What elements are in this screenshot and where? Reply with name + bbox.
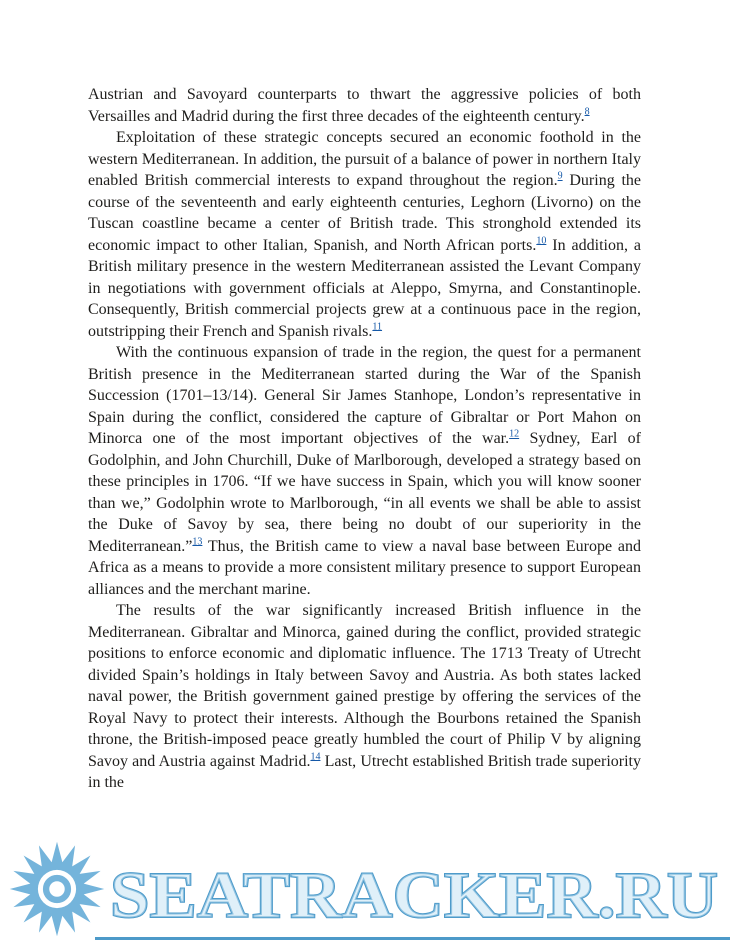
body-text: Austrian and Savoyard counterparts to thwart the aggressive policies of both Versailles and Madrid during the first three decades of the eighteenth century.	[88, 86, 641, 125]
body-text: In addition, a British military presence in the western Mediterranean assisted the Levant Company in negotiations with government officials at Aleppo, Smyrna, and Constantinople. Consequently, British commercial projects grew at a continuous pace in the region, outstripping their French and Spanish rivals.	[88, 236, 641, 340]
footnote-link-13[interactable]: 13	[192, 536, 203, 548]
watermark-text-graphic	[110, 859, 726, 931]
body-text: Last, Utrecht established British trade superiority in the	[88, 752, 641, 791]
watermark-text: SEATRACKER.RU	[110, 859, 718, 932]
sun-burst-icon	[4, 839, 110, 939]
paragraph	[88, 600, 641, 794]
body-text: Sydney, Earl of Godolphin, and John Churchill, Duke of Marlborough, developed a strategy based on these principles in 1706. “If we have success in Spain, which you will know sooner than we,” Godolphin wrote to Marlborough, “in all events we shall be able to assist the Duke of Savoy by sea, there being no doubt of our superiority in the Mediterranean.”	[88, 430, 642, 555]
body-text: Exploitation of these strategic concepts secured an economic foothold in the western Mediterranean. In addition, the pursuit of a balance of power in northern Italy enabled British commercial interests to expand throughout the region.	[88, 129, 641, 189]
body-text: During the course of the seventeenth and early eighteenth centuries, Leghorn (Livorno) on the Tuscan coastline became a center of British trade. This stronghold extended its economic impact to other Italian, Spanish, and North African ports.	[88, 172, 642, 254]
footnote-link-8[interactable]: 8	[584, 106, 590, 118]
body-text: The results of the war significantly increased British influence in the Mediterranean. Gibraltar and Minorca, gained during the conflict, provided strategic positions to enforce economic and diplomatic influence. The 1713 Treaty of Utrecht divided Spain’s holdings in Italy between Savoy and Austria. As both states lacked naval power, the British government gained prestige by offering the services of the Royal Navy to protect their interests. Although the Bourbons retained the Spanish throne, the British-imposed peace greatly humbled the court of Philip V by aligning Savoy and Austria against Madrid.	[88, 602, 641, 770]
paragraph	[88, 127, 641, 342]
body-text: With the continuous expansion of trade in the region, the quest for a permanent British presence in the Mediterranean started during the War of the Spanish Succession (1701–13/14). General Sir James Stanhope, London’s representative in Spain during the conflict, considered the capture of Gibraltar or Port Mahon on Minorca one of the most important objectives of the war.	[88, 344, 641, 447]
body-text: Thus, the British came to view a naval base between Europe and Africa as a means to provide a more consistent military presence to support European alliances and the merchant marine.	[88, 537, 641, 598]
paragraph	[88, 342, 641, 600]
page-body	[88, 84, 641, 794]
watermark	[0, 835, 730, 945]
footnote-link-9[interactable]: 9	[557, 170, 563, 182]
footnote-link-10[interactable]: 10	[536, 235, 547, 247]
watermark-underline	[95, 937, 730, 940]
footnote-link-12[interactable]: 12	[509, 428, 520, 440]
footnote-link-11[interactable]: 11	[372, 321, 383, 333]
footnote-link-14[interactable]: 14	[310, 751, 321, 763]
paragraph	[88, 84, 641, 127]
